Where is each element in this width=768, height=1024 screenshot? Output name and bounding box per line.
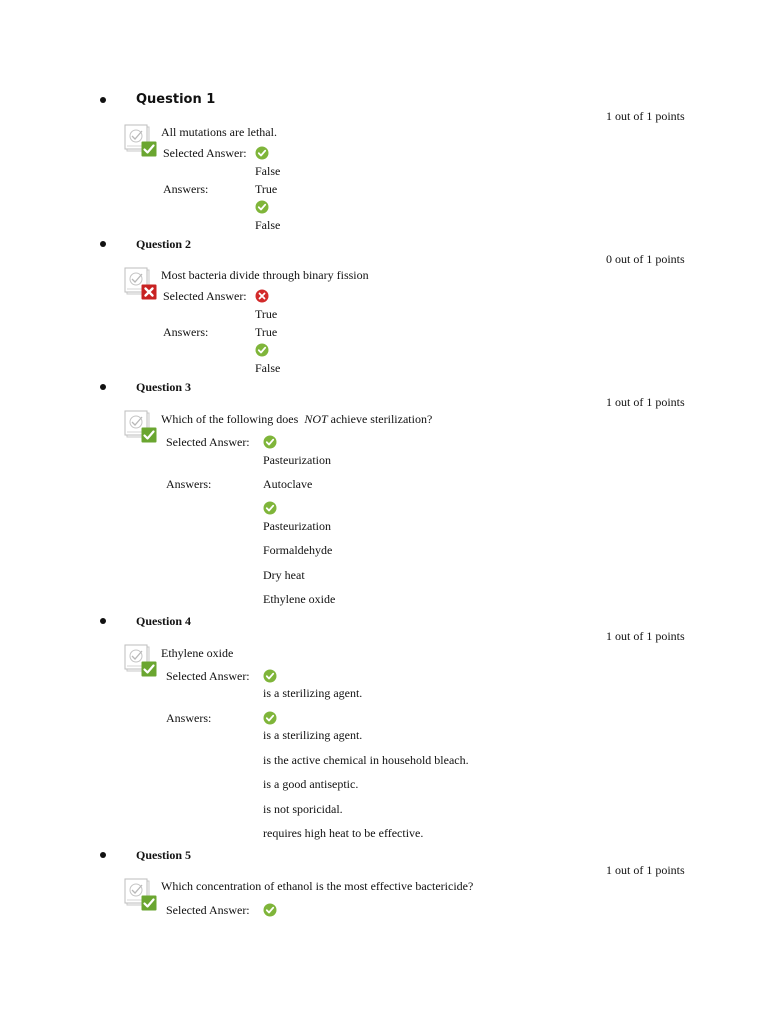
answer-option: Dry heat	[263, 568, 305, 582]
selected-answer-value: False	[255, 164, 281, 178]
correct-check-icon	[255, 200, 269, 214]
correct-check-icon	[263, 435, 277, 449]
bullet	[100, 97, 106, 103]
selected-answer-label: Selected Answer:	[163, 146, 247, 160]
question-text	[161, 412, 432, 427]
answer-option: is a sterilizing agent.	[263, 728, 363, 742]
correct-check-icon	[263, 903, 277, 917]
incorrect-question-icon	[124, 267, 158, 301]
question-text: Most bacteria divide through binary fission	[161, 268, 369, 282]
selected-answer-label: Selected Answer:	[166, 435, 250, 449]
correct-check-icon	[263, 711, 277, 725]
answer-option: Pasteurization	[263, 519, 331, 533]
selected-answer-label: Selected Answer:	[163, 289, 247, 303]
question-points: 1 out of 1 points	[606, 863, 685, 877]
answer-option: is the active chemical in household bleach.	[263, 753, 469, 767]
question-points: 1 out of 1 points	[606, 395, 685, 409]
answer-option: Ethylene oxide	[263, 592, 336, 606]
answer-option: True	[255, 325, 278, 339]
answer-option: False	[255, 361, 281, 375]
question-points: 1 out of 1 points	[606, 109, 685, 123]
correct-check-icon	[255, 343, 269, 357]
answer-option: requires high heat to be effective.	[263, 826, 424, 840]
question-text: Ethylene oxide	[161, 646, 234, 660]
answers-label: Answers:	[166, 711, 212, 725]
bullet	[100, 384, 106, 390]
question-title: Question 5	[136, 848, 192, 862]
correct-check-icon	[263, 501, 277, 515]
answer-option: is a good antiseptic.	[263, 777, 359, 791]
answers-label: Answers:	[163, 325, 209, 339]
answer-option: False	[255, 218, 281, 232]
correct-question-icon	[124, 644, 158, 678]
answer-option: True	[255, 182, 278, 196]
question-title: Question 3	[136, 380, 192, 394]
question-text-end: achieve sterilization?	[330, 412, 433, 426]
bullet	[100, 852, 106, 858]
question-title: Question 4	[136, 614, 192, 628]
selected-answer-value: True	[255, 307, 278, 321]
correct-check-icon	[255, 146, 269, 160]
selected-answer-value: is a sterilizing agent.	[263, 686, 363, 700]
answers-label: Answers:	[163, 182, 209, 196]
answers-label: Answers:	[166, 477, 212, 491]
incorrect-x-icon	[255, 289, 269, 303]
correct-question-icon	[124, 124, 158, 158]
correct-question-icon	[124, 878, 158, 912]
correct-check-icon	[263, 669, 277, 683]
bullet	[100, 241, 106, 247]
selected-answer-label: Selected Answer:	[166, 903, 250, 917]
question-points: 0 out of 1 points	[606, 252, 685, 266]
question-text: Which concentration of ethanol is the most effective bactericide?	[161, 879, 474, 893]
bullet	[100, 618, 106, 624]
answer-option: Formaldehyde	[263, 543, 333, 557]
question-text-start: Which of the following does	[161, 412, 299, 426]
answer-option: Autoclave	[263, 477, 313, 491]
selected-answer-value: Pasteurization	[263, 453, 331, 467]
question-text: All mutations are lethal.	[161, 125, 277, 139]
question-title: Question 1	[136, 92, 216, 107]
question-points: 1 out of 1 points	[606, 629, 685, 643]
selected-answer-label: Selected Answer:	[166, 669, 250, 683]
question-title: Question 2	[136, 237, 192, 251]
correct-question-icon	[124, 410, 158, 444]
question-text-emphasis: NOT	[304, 412, 328, 426]
answer-option: is not sporicidal.	[263, 802, 343, 816]
